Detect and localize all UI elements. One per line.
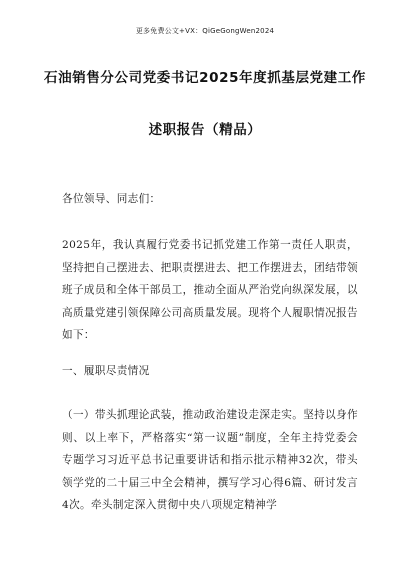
document-title-line-2: 述职报告（精品）	[148, 122, 262, 138]
section-heading: 一、履职尽责情况	[62, 365, 150, 377]
header-note: 更多免费公文+VX：QiGeGongWen2024	[135, 27, 275, 35]
intro-paragraph: 2025年，我认真履行党委书记抓党建工作第一责任人职责，坚持把自己摆进去、把职责摆进去、把工作摆进去，团结带领班子成员和全体干部员工，推动全面从严治党向纵深发展，以高质量党建引领保障公司高质量发展。现将个人履职情况报告如下：	[62, 239, 358, 342]
salutation: 各位领导、同志们：	[62, 193, 161, 205]
body-paragraph: （一）带头抓理论武装，推动政治建设走深走实。坚持以身作则、以上率下，严格落实“第一议题”制度，全年主持党委会专题学习习近平总书记重要讲话和指示批示精神32次，带头领学党的二十届三中全会精神，撰写学习心得6篇、研讨发言4次。牵头制定深入贯彻中央八项规定精神学	[62, 409, 358, 512]
document-title-line-1: 石油销售分公司党委书记2025年度抓基层党建工作	[44, 70, 366, 86]
